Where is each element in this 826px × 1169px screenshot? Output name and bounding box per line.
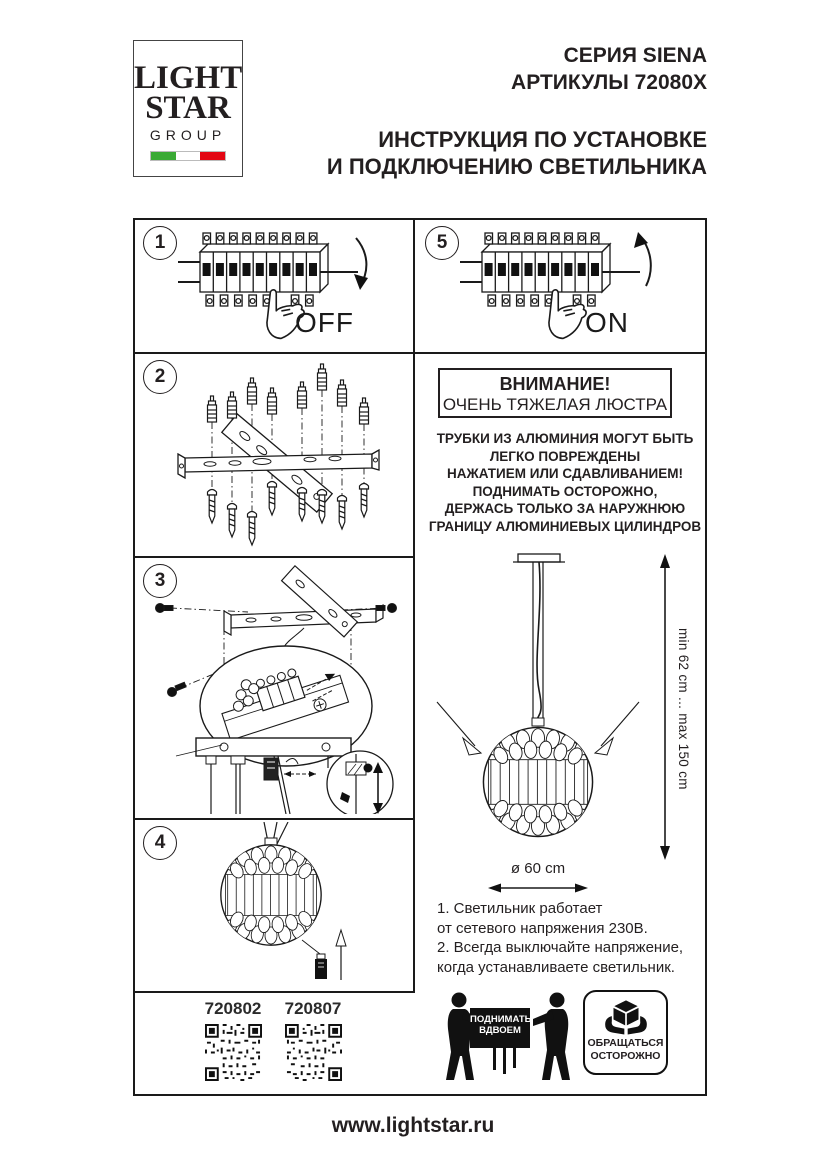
header-series-block [511, 42, 707, 96]
off-label: OFF [295, 307, 354, 338]
chandelier-sphere [220, 845, 322, 945]
mounting-bracket-diagram [140, 362, 404, 550]
warning-body: ТРУБКИ ИЗ АЛЮМИНИЯ МОГУТ БЫТЬ ЛЕГКО ПОВРЕЖДЕНЫ НАЖАТИЕМ ИЛИ СДАВЛИВАНИЕМ! ПОДНИМАТЬ ОСТОРОЖНО, ДЕРЖАСЬ ТОЛЬКО ЗА НАРУЖНЮЮ ГРАНИЦУ АЛЮМИНИЕВЫХ ЦИЛИНДРОВ [428, 431, 702, 534]
pointing-hand-icon [543, 285, 590, 340]
article-numbers: АРТИКУЛЫ 72080X [511, 71, 707, 94]
step-2-number: 2 [143, 360, 177, 394]
diameter-dimension-arrow [488, 882, 588, 894]
care-label: ОБРАЩАТЬСЯ ОСТОРОЖНО [587, 1037, 664, 1062]
arrow-down-icon [354, 274, 368, 290]
arrow-up-icon [336, 930, 346, 946]
circuit-breaker-on-diagram [460, 224, 660, 352]
step-5-number: 5 [425, 226, 459, 260]
step-4-number: 4 [143, 826, 177, 860]
logo-text-star: STAR [145, 90, 231, 126]
assembly-diagram [136, 560, 408, 814]
warning-title: ВНИМАНИЕ! [499, 374, 611, 394]
qr-code-720802 [205, 1024, 262, 1081]
plug-body [315, 959, 327, 979]
chandelier-dimension-diagram [433, 550, 663, 885]
hold-here-right-arrow [595, 738, 613, 755]
article-code-720807: 720807 [284, 999, 342, 1018]
series-name: СЕРИЯ SIENA [563, 44, 707, 67]
chandelier-step-diagram [136, 822, 408, 989]
lightstar-logo [133, 40, 243, 177]
logo-text-group: GROUP [149, 127, 227, 143]
website-url: www.lightstar.ru [331, 1114, 495, 1137]
ceiling-cap [518, 554, 560, 562]
warning-subtitle: ОЧЕНЬ ТЯЖЕЛАЯ ЛЮСТРА [442, 395, 668, 414]
circuit-breaker-icon [460, 233, 640, 306]
warning-box [438, 368, 672, 418]
grid-divider-row4 [135, 991, 413, 993]
step-3-number: 3 [143, 564, 177, 598]
italian-flag-icon [150, 151, 226, 161]
logo-text-light: LIGHT [134, 60, 243, 96]
grid-divider-row1 [135, 352, 705, 354]
step-1-number: 1 [143, 226, 177, 260]
lift-label: ПОДНИМАТЬ ВДВОЕМ [470, 1008, 530, 1048]
on-label: ON [585, 307, 629, 338]
cable-connector [264, 758, 278, 780]
grid-vertical-divider [413, 220, 415, 993]
grid-divider-row3 [135, 818, 413, 820]
hold-here-left-arrow [463, 738, 481, 755]
handle-with-care-icon [583, 990, 668, 1075]
usage-notes: 1. Светильник работает от сетевого напряжения 230В. 2. Всегда выключайте напряжение, когда устанавливаете светильник. [437, 900, 684, 976]
chandelier-sphere [482, 727, 593, 836]
qr-code-720807 [285, 1024, 342, 1081]
detail-circle [327, 751, 393, 814]
height-range-label: min 62 cm ... max 150 cm [676, 628, 691, 790]
grid-divider-row2 [135, 556, 413, 558]
article-code-720802: 720802 [204, 999, 262, 1018]
diameter-label: ø 60 cm [510, 860, 566, 877]
page-title: ИНСТРУКЦИЯ ПО УСТАНОВКЕ И ПОДКЛЮЧЕНИЮ СВЕТИЛЬНИКА [326, 127, 707, 179]
hands-cube-icon [601, 999, 651, 1035]
circuit-breaker-icon [178, 233, 358, 306]
plug-connector [317, 954, 325, 959]
